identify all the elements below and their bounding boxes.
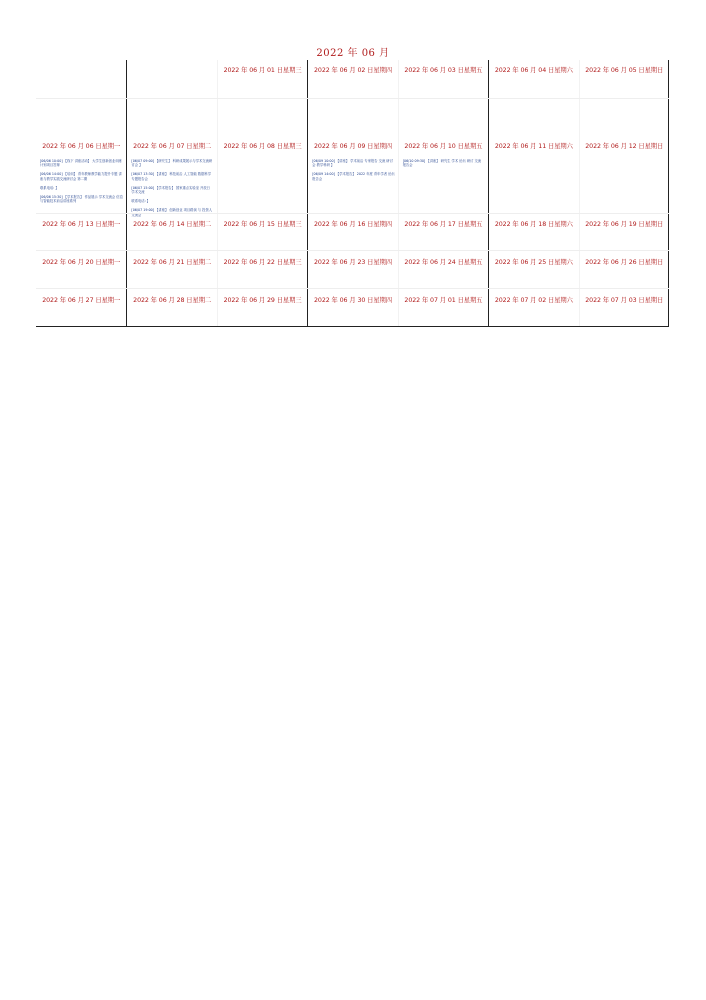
day-cell[interactable] [579,214,669,250]
day-date-label: 2022 年 06 月 03 日星期五 [404,67,483,74]
day-cell[interactable] [126,99,216,217]
day-cell[interactable] [217,60,307,98]
day-date-label: 2022 年 06 月 10 日星期五 [404,143,483,150]
week-row [36,288,669,326]
event-entry[interactable]: [06/09 14:00] 【学术报告】 2022 年度 青年学者 论坛 报告会 [312,172,395,181]
day-date-label: 2022 年 06 月 27 日星期一 [42,297,121,304]
event-entry[interactable]: [06/10 09:30] 【讲座】 研究生 学术 论坛 研讨 交流 报告会 [402,159,482,168]
day-date-label: 2022 年 06 月 02 日星期四 [314,67,392,74]
event-entry[interactable]: [06/06 10:00] 【线下 讲座活动】 大学生创新创业训练计划项目答辩 [40,159,122,168]
event-entry[interactable]: [06/07 13:30] 【讲座】 科技前沿 人工智能 数据科学 专题报告会 [131,172,211,181]
day-date-label: 2022 年 06 月 28 日星期二 [133,297,212,304]
event-entry[interactable]: [06/06 14:00] 【培训】 青年教师教学能力提升专题 讲座与教学实践交流研讨会 第二期 [40,172,122,181]
event-entry[interactable]: [06/07 19:00] 【讲座】 创新创业 项目路演 与 投资人交流会 [131,208,213,217]
day-cell-empty [36,60,126,98]
day-cell[interactable] [398,99,488,213]
week-row [36,98,669,217]
day-date-label: 2022 年 06 月 23 日星期四 [314,259,392,266]
day-event-list [40,159,123,208]
day-cell[interactable] [579,289,669,326]
day-date-label: 2022 年 06 月 18 日星期六 [494,221,573,228]
day-cell[interactable] [36,289,126,326]
day-cell[interactable] [307,289,397,326]
day-cell[interactable] [488,251,578,288]
day-date-label: 2022 年 06 月 14 日星期二 [133,221,212,228]
day-cell[interactable] [307,99,397,213]
day-date-label: 2022 年 06 月 16 日星期四 [314,221,392,228]
day-date-label: 2022 年 06 月 22 日星期三 [223,259,302,266]
week-row [36,60,669,98]
event-entry[interactable]: 联系电话: 】 [131,199,151,204]
day-cell-empty [126,60,216,98]
day-cell[interactable] [398,289,488,326]
day-cell[interactable] [307,214,397,250]
day-date-label: 2022 年 06 月 13 日星期一 [42,221,121,228]
day-date-label: 2022 年 06 月 11 日星期六 [494,143,573,150]
day-date-label: 2022 年 06 月 26 日星期日 [585,259,664,266]
day-cell[interactable] [126,214,216,250]
day-cell[interactable] [488,214,578,250]
day-cell[interactable] [217,214,307,250]
day-cell[interactable] [36,251,126,288]
day-cell[interactable] [579,251,669,288]
event-entry[interactable]: [06/06 15:30] 【学术报告】 作品展示 学术交流会 信息与智能技术前沿讲座系列 [40,195,123,204]
day-date-label: 2022 年 06 月 17 日星期五 [404,221,483,228]
month-calendar [36,60,669,327]
day-cell[interactable] [217,289,307,326]
day-cell[interactable] [398,60,488,98]
day-date-label: 2022 年 06 月 25 日星期六 [494,259,573,266]
day-cell[interactable] [217,251,307,288]
week-row [36,213,669,250]
day-date-label: 2022 年 06 月 24 日星期五 [404,259,483,266]
event-entry[interactable]: [06/07 15:00] 【学术报告】 国家重点实验室 开放日 学术交流 [131,185,210,195]
day-date-label: 2022 年 06 月 04 日星期六 [494,67,573,74]
day-date-label: 2022 年 06 月 12 日星期日 [585,143,664,150]
day-cell[interactable] [398,214,488,250]
day-date-label: 2022 年 06 月 05 日星期日 [585,67,664,74]
day-date-label: 2022 年 06 月 30 日星期四 [314,297,392,304]
day-event-list [312,159,394,186]
day-cell[interactable] [488,289,578,326]
day-cell[interactable] [398,251,488,288]
day-cell[interactable] [126,289,216,326]
day-date-label: 2022 年 07 月 01 日星期五 [404,297,483,304]
day-date-label: 2022 年 06 月 01 日星期三 [223,67,302,74]
day-cell[interactable] [307,251,397,288]
day-cell[interactable] [217,99,307,213]
day-date-label: 2022 年 06 月 07 日星期二 [133,143,212,150]
day-date-label: 2022 年 06 月 09 日星期四 [314,143,392,150]
day-cell[interactable] [579,99,669,213]
day-date-label: 2022 年 06 月 29 日星期三 [223,297,302,304]
day-date-label: 2022 年 07 月 03 日星期日 [585,297,664,304]
day-date-label: 2022 年 06 月 08 日星期三 [223,143,302,150]
day-cell[interactable] [579,60,669,98]
day-date-label: 2022 年 07 月 02 日星期六 [494,297,573,304]
day-date-label: 2022 年 06 月 21 日星期二 [133,259,212,266]
event-entry[interactable]: [06/09 10:00] 【讲座】 学术前沿 专家报告 交流 研讨会 教学科研 】 [312,159,393,168]
day-date-label: 2022 年 06 月 20 日星期一 [42,259,121,266]
day-cell[interactable] [126,251,216,288]
event-entry[interactable]: [06/07 09:00] 【研究生】 科研成果展示与学术交流研讨会 】 [131,159,213,168]
day-date-label: 2022 年 06 月 06 日星期一 [42,143,121,150]
day-date-label: 2022 年 06 月 19 日星期日 [585,221,664,228]
week-row [36,250,669,288]
day-cell[interactable] [36,99,126,213]
calendar-title: 2022 年 06 月 [316,48,390,59]
event-entry[interactable]: 联系电话: 】 [40,185,59,190]
day-date-label: 2022 年 06 月 15 日星期三 [223,221,302,228]
day-cell[interactable] [488,60,578,98]
day-cell[interactable] [307,60,397,98]
day-event-list [403,159,485,172]
day-cell[interactable] [488,99,578,213]
day-cell[interactable] [36,214,126,250]
